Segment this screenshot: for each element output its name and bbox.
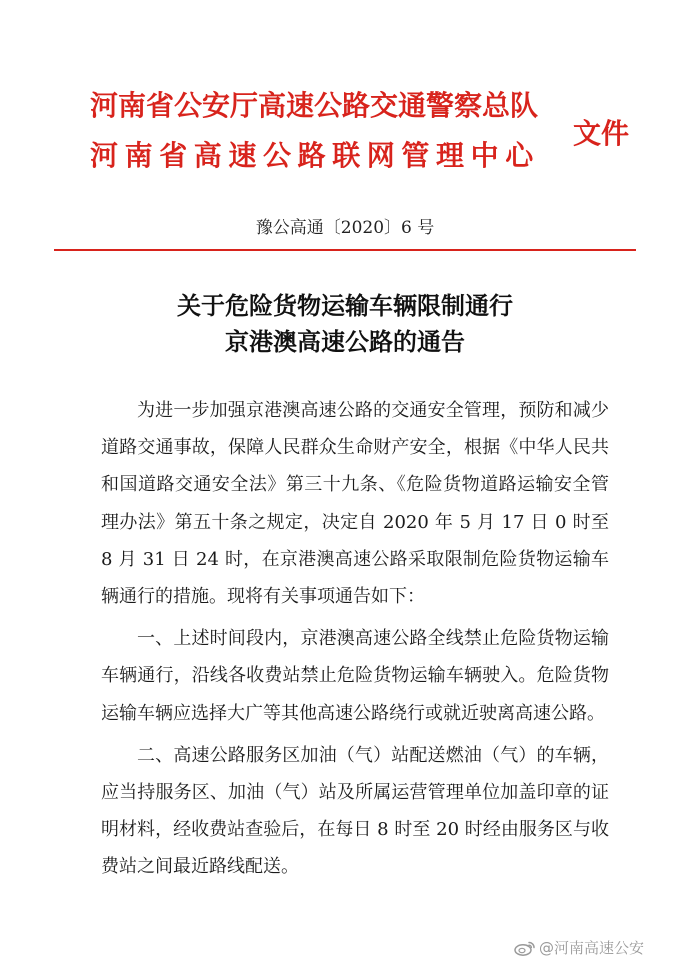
document-body	[101, 392, 609, 891]
document-number: 豫公高通〔2020〕6 号	[255, 218, 435, 238]
red-divider-line	[54, 249, 636, 251]
issuer-line-1: 河南省公安厅高速公路交通警察总队	[90, 89, 539, 122]
weibo-watermark	[514, 937, 644, 958]
body-paragraph-1: 为进一步加强京港澳高速公路的交通安全管理，预防和减少道路交通事故，保障人民群众生命财产安全，根据《中华人民共和国道路交通安全法》第三十九条、《危险货物道路运输安全管理办法》第五十条之规定，决定自 2020 年 5 月 17 日 0 时至 8 月 31 日 24 时，在京港澳高速公路采取限制危险货物运输车辆通行的措施。现将有关事项通告如下：	[101, 400, 609, 608]
document-type-label: 文件	[573, 117, 630, 150]
title-line-2: 京港澳高速公路的通告	[225, 328, 465, 356]
issuer-line-2: 河南省高速公路联网管理中心	[90, 139, 540, 172]
weibo-icon	[514, 940, 536, 956]
document-header	[0, 0, 690, 200]
watermark-text: @河南高速公安	[539, 939, 645, 957]
body-paragraph-2: 一、上述时间段内，京港澳高速公路全线禁止危险货物运输车辆通行，沿线各收费站禁止危险货物运输车辆驶入。危险货物运输车辆应选择大广等其他高速公路绕行或就近驶离高速公路。	[101, 628, 609, 724]
title-line-1: 关于危险货物运输车辆限制通行	[177, 292, 513, 320]
body-paragraph-3: 二、高速公路服务区加油（气）站配送燃油（气）的车辆，应当持服务区、加油（气）站及所属运营管理单位加盖印章的证明材料，经收费站查验后，在每日 8 时至 20 时经由服务区与收费站之间最近路线配送。	[101, 744, 609, 878]
